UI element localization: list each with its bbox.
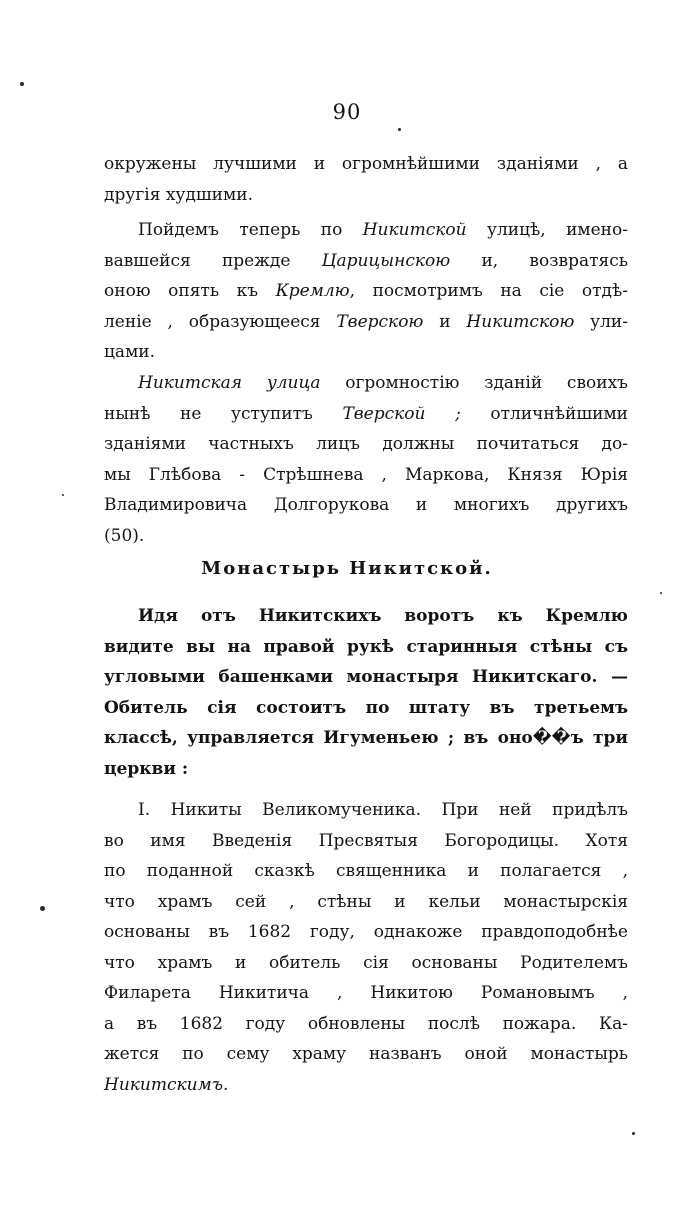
italic-run: Тверской ; bbox=[342, 403, 461, 424]
text-run: нынѣ не уступитъ bbox=[104, 403, 343, 424]
text-line bbox=[104, 795, 628, 826]
text-run: Владимировича Долгорукова и многихъ другихъ bbox=[104, 495, 628, 515]
text-line bbox=[104, 337, 628, 368]
text-line bbox=[104, 887, 628, 918]
text-run: отличнѣйшими bbox=[460, 403, 629, 424]
text-run: и bbox=[423, 311, 467, 332]
text-line bbox=[104, 521, 628, 552]
text-run: видите вы на правой рукѣ старинныя стѣны съ bbox=[104, 636, 628, 657]
italic-run: Никитскимъ. bbox=[104, 1074, 229, 1095]
scan-speck bbox=[40, 906, 45, 911]
text-run: , посмотримъ на сіе отдѣ- bbox=[349, 281, 628, 301]
text-run: угловыми башенками монастыря Никитскаго. — bbox=[104, 667, 628, 687]
text-run: оною опять къ bbox=[104, 281, 276, 301]
text-line bbox=[104, 826, 628, 857]
text-run: огромностію зданій своихъ bbox=[320, 373, 628, 393]
text-line bbox=[104, 754, 628, 785]
scan-speck bbox=[62, 494, 64, 496]
text-run: основаны въ 1682 году, однакоже правдоподобнѣе bbox=[104, 922, 628, 942]
text-line bbox=[104, 856, 628, 887]
text-run: что храмъ сей , стѣны и кельи монастырскія bbox=[104, 891, 628, 912]
paragraph-4 bbox=[104, 601, 628, 784]
page-number: 90 bbox=[332, 100, 362, 124]
italic-run: Кремлю bbox=[275, 281, 350, 301]
text-run: по поданной сказкѣ священника и полагается , bbox=[104, 861, 628, 881]
text-run: Идя отъ Никитскихъ воротъ къ Кремлю bbox=[104, 606, 628, 626]
text-line bbox=[104, 1009, 628, 1040]
text-line bbox=[104, 1070, 628, 1101]
scan-speck bbox=[632, 1132, 635, 1135]
text-line bbox=[104, 693, 628, 724]
scan-speck bbox=[660, 592, 662, 594]
text-run: ули- bbox=[574, 311, 629, 332]
scan-speck bbox=[398, 128, 401, 131]
text-line bbox=[104, 429, 628, 460]
text-run: Обитель сія состоитъ по штату въ третьемъ bbox=[104, 697, 628, 718]
text-line bbox=[104, 1039, 628, 1070]
text-line bbox=[104, 215, 628, 246]
text-run: зданіями частныхъ лицъ должны почитаться до- bbox=[104, 434, 628, 454]
text-run: леніе , образующееся bbox=[104, 311, 337, 332]
text-line bbox=[104, 948, 628, 979]
text-run: классѣ, управляется Игуменьею ; въ оно��ъ три bbox=[104, 728, 628, 748]
text-line bbox=[104, 399, 628, 430]
text-line bbox=[104, 632, 628, 663]
text-line bbox=[104, 978, 628, 1009]
text-line bbox=[104, 149, 628, 180]
text-run: Филарета Никитича , Никитою Романовымъ , bbox=[104, 983, 628, 1003]
paragraph-1 bbox=[104, 149, 628, 210]
text-run: другія худшими. bbox=[104, 184, 253, 205]
text-run: вавшейся прежде bbox=[104, 250, 322, 271]
text-run: и, возвратясь bbox=[450, 250, 628, 271]
text-run bbox=[104, 373, 138, 393]
text-run: мы Глѣбова - Стрѣшнева , Маркова, Князя Юрія bbox=[104, 464, 628, 485]
text-run: а въ 1682 году обновлены послѣ пожара. Ка- bbox=[104, 1013, 628, 1034]
italic-run: Тверскою bbox=[336, 311, 424, 332]
text-line bbox=[104, 246, 628, 277]
paragraph-2 bbox=[104, 215, 628, 368]
italic-run: Царицынскою bbox=[321, 250, 451, 271]
section-heading: Монастырь Никитской. bbox=[201, 558, 493, 579]
text-run: цами. bbox=[104, 342, 156, 362]
text-run: во имя Введенія Пресвятыя Богородицы. Хотя bbox=[104, 830, 628, 851]
paragraph-3 bbox=[104, 368, 628, 551]
italic-run: Никитская улица bbox=[138, 373, 321, 393]
text-run: жется по сему храму названъ оной монастырь bbox=[104, 1044, 628, 1064]
text-line bbox=[104, 490, 628, 521]
italic-run: Никитскою bbox=[466, 311, 575, 332]
scan-speck bbox=[20, 82, 24, 86]
text-run: (50). bbox=[104, 525, 145, 546]
text-run: I. Никиты Великомученика. При ней придѣлъ bbox=[104, 800, 628, 820]
text-line bbox=[104, 917, 628, 948]
text-line bbox=[104, 368, 628, 399]
text-run: Пойдемъ теперь по bbox=[104, 220, 363, 240]
text-line bbox=[104, 276, 628, 307]
text-run: церкви : bbox=[104, 758, 189, 779]
text-run: улицѣ, имено- bbox=[466, 220, 628, 240]
text-line bbox=[104, 307, 628, 338]
text-line bbox=[104, 662, 628, 693]
text-line bbox=[104, 180, 628, 211]
paragraph-5 bbox=[104, 795, 628, 1100]
text-line bbox=[104, 601, 628, 632]
italic-run: Никитской bbox=[362, 220, 467, 240]
text-line bbox=[104, 460, 628, 491]
text-run: окружены лучшими и огромнѣйшими зданіями , а bbox=[104, 154, 628, 174]
text-line bbox=[104, 723, 628, 754]
text-run: что храмъ и обитель сія основаны Родителемъ bbox=[104, 952, 628, 973]
